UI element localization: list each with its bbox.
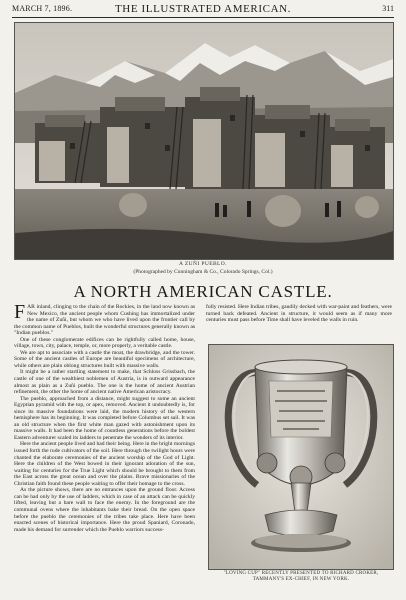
paragraph: Here the ancient people lived and had their being. Here in the bright mornings issued forth the rude cultivators of the soil. Here through the twilight hours were chanted the elaborate ceremonies of the ancient worship of the God of Light. Here the children of the West bowed in their ignorant adoration of the sun, waiting for centuries for the True Light which should be brought to them from the East across the great ocean and over the plains. Brave missionaries of the Christian faith found these people waiting to offer their homage to the cross.	[14, 441, 195, 487]
paragraph: One of these conglomerate edifices can be rightfully called home, house, village, town, city, palace, temple, or, more properly, a veritable castle.	[14, 336, 195, 350]
photo-credit: (Photographed by Cunningham & Co., Colorado Springs, Col.)	[133, 269, 273, 275]
running-header	[12, 3, 394, 17]
photo-caption: A ZUÑI PUEBLO.	[179, 261, 227, 267]
article-heading: A NORTH AMERICAN CASTLE.	[73, 282, 333, 301]
zuni-pueblo-photograph	[14, 22, 394, 260]
paragraph: As the picture shows, there are no entrances upon the ground floor. Access can be had only by the use of ladders, which in case of an attack can be quickly lifted, leaving but a bare wall to face the enemy. In the foreground are the communal ovens where the inhabitants bake their bread. On the open space before the pueblo the ceremonies of the tribes take place. Here have been enacted scenes of historical importance. Here the proud Spaniard, Coronado, made his demand for surrender which the Pueblo warriors success-	[14, 487, 195, 533]
magazine-title: THE ILLUSTRATED AMERICAN.	[114, 3, 292, 15]
paragraph: The pueblo, approached from a distance, might suggest to some an ancient Egyptian pyramid with the top, or apex, removed. Ancient it undoubtedly is, for since its massive foundations were laid, the modern history of the western hemisphere has its beginning. It was completed before Columbus set sail. It was an old structure when the first white man gazed with astonishment upon its massive walls. It had been the home of countless generations before the boldest Eastern adventurer scaled its ladders to penetrate the wonders of its interior.	[14, 395, 195, 441]
paragraph: We are apt to associate with a castle the moat, the drawbridge, and the tower. Some of the ancient castles of Europe are beautiful specimens of architecture, while others are plain oblong structures built with massive walls.	[14, 349, 195, 369]
header-rule	[12, 17, 394, 18]
issue-date: MARCH 7, 1896.	[12, 4, 73, 13]
article-left-column	[14, 304, 195, 594]
loving-cup-photograph	[208, 344, 394, 570]
caption-line-2: TAMMANY'S EX-CHIEF, IN NEW YORK.	[252, 577, 350, 582]
paragraph: It might be a rather startling statement to make, that Schloss Grissbach, the castle of one of the wealthiest noblemen of Austria, is in outward appearance almost as plain as a Zuñi pueblo. The one is the home of ancient Austrian refinement, the other the home of ancient native American aristocracy.	[14, 369, 195, 396]
caption-line-1: "LOVING CUP" RECENTLY PRESENTED TO RICHARD CROKER,	[223, 571, 379, 576]
paragraph: FAR inland, clinging to the chain of the Rockies, in the land now known as New Mexico, the ancient people whom Cushing has immortalized under the name of Zuñi, but whom we who have lived upon the frontier call by the common name of Pueblos, built the wonderful structures generally known as "Indian pueblos."	[14, 304, 195, 337]
article-right-column	[206, 304, 392, 344]
page-number: 311	[382, 4, 394, 13]
paragraph: fully resisted. Here Indian tribes, gaudily decked with war-paint and feathers, were turned back defeated. Ancient in structure, it would seem as if many more centuries must pass before Time shall have leveled the walls in ruin.	[206, 304, 392, 324]
loving-cup-caption	[206, 571, 396, 583]
drop-cap: F	[14, 304, 26, 323]
